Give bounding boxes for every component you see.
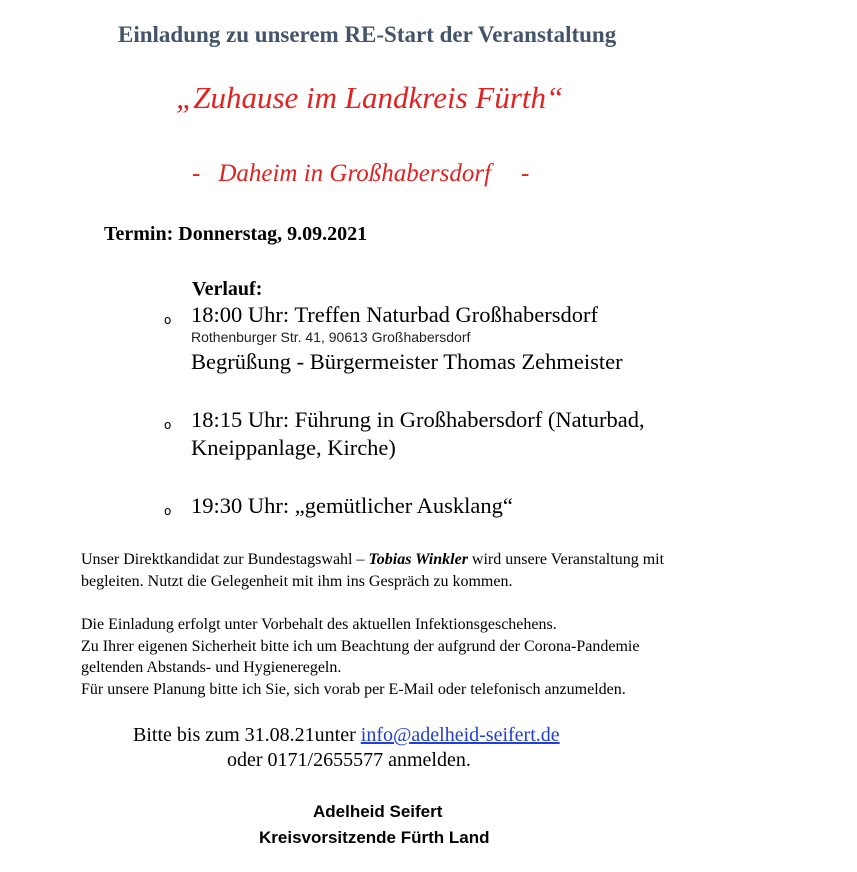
schedule-item-3-time: 19:30 Uhr: „gemütlicher Ausklang“ (191, 493, 513, 518)
bullet-icon: o (164, 418, 172, 432)
schedule-item-1-greeting: Begrüßung - Bürgermeister Thomas Zehmeister (191, 349, 623, 374)
event-subtitle (192, 160, 529, 188)
email-link[interactable]: info@adelheid-seifert.de (360, 724, 560, 746)
notice-line: Zu Ihrer eigenen Sicherheit bitte ich um Beachtung der aufgrund der Corona-Pandemie (81, 637, 640, 655)
candidate-name: Tobias Winkler (368, 551, 468, 568)
bullet-icon: o (164, 504, 172, 518)
candidate-line-2: begleiten. Nutzt die Gelegenheit mit ihm ins Gespräch zu kommen. (81, 572, 513, 590)
signature-role: Kreisvorsitzende Fürth Land (259, 828, 490, 847)
notice-line: Die Einladung erfolgt unter Vorbehalt des aktuellen Infektionsgeschehens. (81, 616, 557, 633)
bullet-icon: o (164, 313, 172, 327)
schedule-heading: Verlauf: (192, 278, 263, 300)
subtitle-dash-left: - (192, 160, 201, 187)
event-date: Termin: Donnerstag, 9.09.2021 (104, 223, 368, 245)
subtitle-dash-right: - (521, 160, 530, 187)
deadline-text: Bitte bis zum 31.08.21unter (133, 724, 361, 746)
candidate-line-1: Unser Direktkandidat zur Bundestagswahl – Tobias Winkler wird unsere Veranstaltung mit (81, 551, 665, 568)
event-title: „Zuhause im Landkreis Fürth“ (176, 80, 564, 115)
signature-name: Adelheid Seifert (313, 802, 443, 821)
subtitle-text: Daheim in Großhabersdorf (218, 160, 492, 187)
schedule-item-1-address: Rothenburger Str. 41, 90613 Großhabersdorf (191, 329, 471, 345)
candidate-paragraph (81, 549, 664, 592)
registration-phone: oder 0171/2655577 anmelden. (227, 749, 471, 771)
schedule-item-2-time: 18:15 Uhr: Führung in Großhabersdorf (Naturbad, (191, 407, 645, 432)
notice-line: geltenden Abstands- und Hygieneregeln. (81, 659, 342, 676)
invitation-header: Einladung zu unserem RE-Start der Veranstaltung (118, 22, 617, 47)
schedule-item-2-continued: Kneippanlage, Kirche) (191, 435, 396, 460)
notice-paragraph (81, 614, 639, 700)
notice-line: Für unsere Planung bitte ich Sie, sich vorab per E-Mail oder telefonisch anzumelden. (81, 680, 626, 698)
registration-deadline (133, 724, 560, 747)
schedule-item-1-time: 18:00 Uhr: Treffen Naturbad Großhabersdorf (191, 302, 598, 327)
